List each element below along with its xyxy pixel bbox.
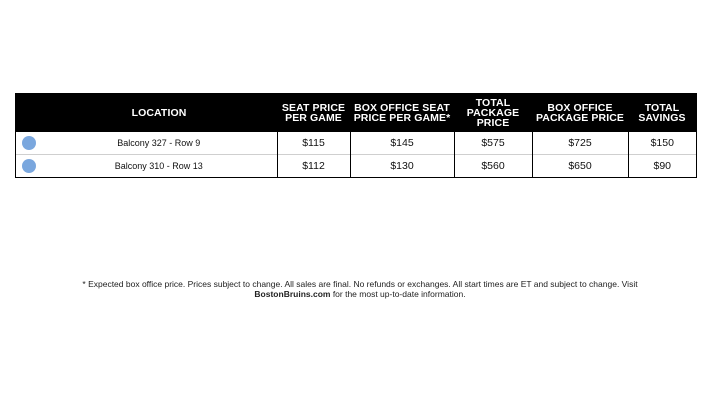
footnote-text: * Expected box office price. Prices subject to change. All sales are final. No refunds or exchanges. All start times are ET and subject to change. Visit [82,279,638,289]
cell-location: Balcony 327 - Row 9 [117,138,201,148]
pricing-table-grid [16,94,696,177]
table-header [16,94,696,132]
cell-box-office-package-price: $650 [532,155,628,178]
header-total-package-price: TOTAL PACKAGE PRICE [454,94,532,132]
cell-box-office-seat-price: $145 [350,132,454,155]
footnote-website-link[interactable]: BostonBruins.com [254,289,331,299]
cell-total-savings: $90 [628,155,696,178]
header-box-office-seat-price: BOX OFFICE SEAT PRICE PER GAME* [350,94,454,132]
header-seat-price: SEAT PRICE PER GAME [277,94,350,132]
header-total-savings: TOTAL SAVINGS [628,94,696,132]
header-dot-spacer [16,94,41,132]
seat-color-cell [16,132,41,155]
footnote-text-end: for the most up-to-date information. [330,289,466,299]
cell-box-office-package-price: $725 [532,132,628,155]
table-row [16,132,696,155]
pricing-table [15,93,697,178]
seat-color-cell [16,155,41,178]
table-body [16,132,696,177]
cell-total-package-price: $560 [454,155,532,178]
cell-box-office-seat-price: $130 [350,155,454,178]
seat-color-dot-icon [22,136,36,150]
cell-total-package-price: $575 [454,132,532,155]
header-location: LOCATION [41,94,277,132]
cell-location: Balcony 310 - Row 13 [41,155,277,178]
header-box-office-package-price: BOX OFFICE PACKAGE PRICE [532,94,628,132]
footnote [70,279,650,299]
seat-color-dot-icon [22,159,36,173]
cell-seat-price: $112 [277,155,350,178]
cell-total-savings: $150 [628,132,696,155]
cell-seat-price: $115 [277,132,350,155]
table-row [16,155,696,178]
